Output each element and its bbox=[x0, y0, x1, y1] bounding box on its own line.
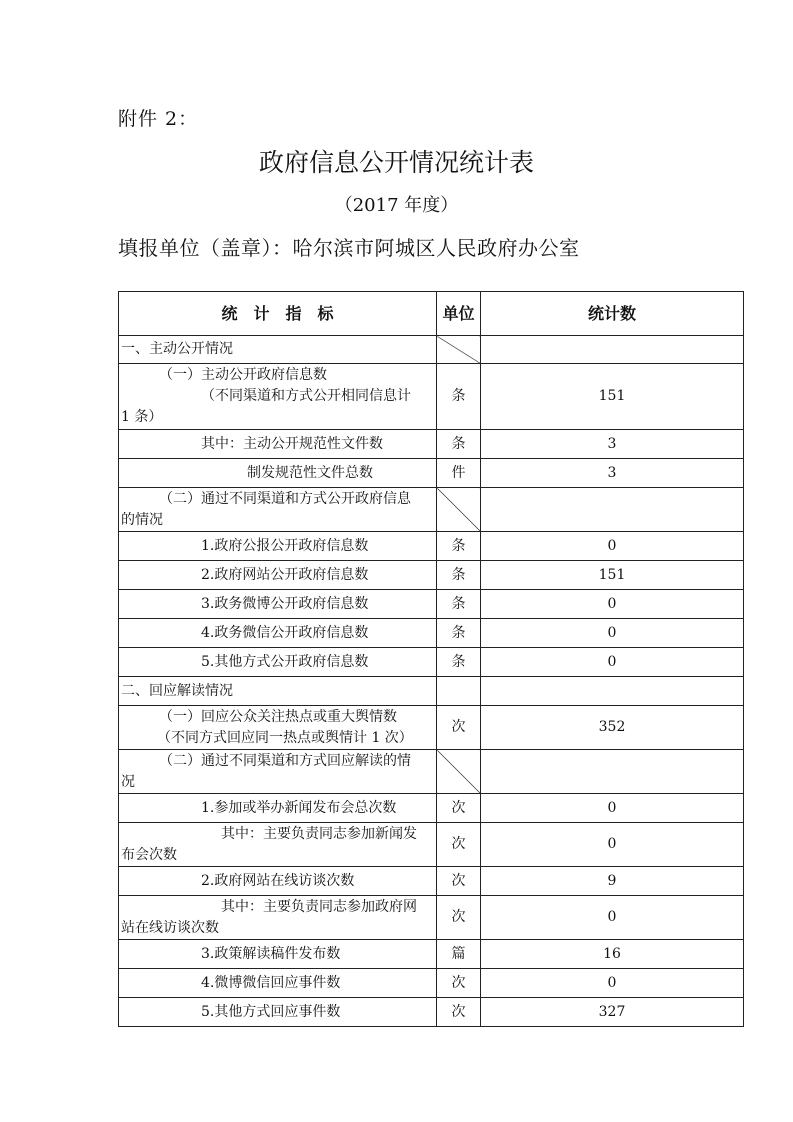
row-label-cell bbox=[119, 364, 437, 430]
filing-unit: 填报单位（盖章）：哈尔滨市阿城区人民政府办公室 bbox=[118, 236, 580, 260]
row-value: 0 bbox=[481, 896, 744, 940]
row-value bbox=[481, 677, 744, 706]
row-value: 0 bbox=[481, 823, 744, 867]
row-label: 5.其他方式公开政府信息数 bbox=[119, 648, 437, 677]
row-unit: 条 bbox=[437, 532, 481, 561]
row-label: 其中：主动公开规范性文件数 bbox=[119, 430, 437, 459]
row-unit: 条 bbox=[437, 364, 481, 430]
row-label-cell bbox=[119, 896, 437, 940]
row-value: 0 bbox=[481, 969, 744, 998]
row-unit bbox=[437, 677, 481, 706]
row-unit: 篇 bbox=[437, 940, 481, 969]
row-label-cell bbox=[119, 750, 437, 794]
row-label: 其中：主要负责同志参加新闻发 bbox=[221, 825, 417, 842]
table-row bbox=[119, 619, 744, 648]
table-row bbox=[119, 590, 744, 619]
row-value: 327 bbox=[481, 998, 744, 1027]
table-row bbox=[119, 750, 744, 794]
table-row bbox=[119, 532, 744, 561]
table-row bbox=[119, 561, 744, 590]
row-label: （一）主动公开政府信息数 bbox=[159, 367, 327, 383]
row-value: 9 bbox=[481, 867, 744, 896]
row-label: 4.微博微信回应事件数 bbox=[119, 969, 437, 998]
row-label: 制发规范性文件总数 bbox=[119, 459, 437, 488]
row-unit: 次 bbox=[437, 969, 481, 998]
year-label: （2017 年度） bbox=[334, 195, 459, 216]
table-row bbox=[119, 336, 744, 364]
row-value: 16 bbox=[481, 940, 744, 969]
header-indicator: 统 计 指 标 bbox=[119, 292, 437, 336]
row-value: 0 bbox=[481, 619, 744, 648]
row-label-line2: 的情况 bbox=[121, 511, 163, 528]
row-label: （一）回应公众关注热点或重大舆情数 bbox=[159, 708, 397, 725]
row-value: 3 bbox=[481, 430, 744, 459]
row-unit: 次 bbox=[437, 896, 481, 940]
row-unit: 件 bbox=[437, 459, 481, 488]
row-label: 1.参加或举办新闻发布会总次数 bbox=[119, 794, 437, 823]
row-label: 4.政务微信公开政府信息数 bbox=[119, 619, 437, 648]
empty-unit-cell bbox=[437, 750, 481, 794]
row-label: 5.其他方式回应事件数 bbox=[119, 998, 437, 1027]
table-row bbox=[119, 823, 744, 867]
table-row bbox=[119, 794, 744, 823]
header-unit: 单位 bbox=[437, 292, 481, 336]
row-unit: 条 bbox=[437, 648, 481, 677]
table-row bbox=[119, 648, 744, 677]
empty-unit-cell bbox=[437, 336, 481, 364]
header-value: 统计数 bbox=[481, 292, 744, 336]
table-row bbox=[119, 867, 744, 896]
row-label: 3.政策解读稿件发布数 bbox=[119, 940, 437, 969]
table-row bbox=[119, 896, 744, 940]
row-value bbox=[481, 488, 744, 532]
row-value: 151 bbox=[481, 561, 744, 590]
table-row bbox=[119, 677, 744, 706]
attachment-label: 附件 2： bbox=[118, 108, 199, 130]
table-row bbox=[119, 364, 744, 430]
row-unit: 次 bbox=[437, 706, 481, 750]
row-value bbox=[481, 336, 744, 364]
row-label-cell bbox=[119, 706, 437, 750]
table-row bbox=[119, 998, 744, 1027]
row-value: 0 bbox=[481, 794, 744, 823]
row-label: （二）通过不同渠道和方式回应解读的情 bbox=[159, 752, 411, 769]
row-label: 1.政府公报公开政府信息数 bbox=[119, 532, 437, 561]
row-label: 一、主动公开情况 bbox=[119, 336, 437, 364]
row-label-line2: 站在线访谈次数 bbox=[121, 919, 219, 936]
row-value: 0 bbox=[481, 590, 744, 619]
row-unit: 条 bbox=[437, 430, 481, 459]
row-label: （二）通过不同渠道和方式公开政府信息 bbox=[159, 490, 411, 507]
row-label-line2: 布会次数 bbox=[121, 846, 177, 863]
row-unit: 次 bbox=[437, 823, 481, 867]
table-row bbox=[119, 459, 744, 488]
row-label-cell bbox=[119, 488, 437, 532]
row-unit: 次 bbox=[437, 794, 481, 823]
row-unit: 次 bbox=[437, 867, 481, 896]
table-header-row bbox=[119, 292, 744, 336]
row-unit: 条 bbox=[437, 590, 481, 619]
row-label: 二、回应解读情况 bbox=[119, 677, 437, 706]
table-row bbox=[119, 706, 744, 750]
row-unit: 条 bbox=[437, 619, 481, 648]
row-label-cell bbox=[119, 823, 437, 867]
row-value: 352 bbox=[481, 706, 744, 750]
row-label: 其中：主要负责同志参加政府网 bbox=[221, 898, 417, 915]
page-title: 政府信息公开情况统计表 bbox=[258, 148, 534, 177]
statistics-table bbox=[118, 291, 744, 1027]
row-value: 0 bbox=[481, 648, 744, 677]
row-value: 3 bbox=[481, 459, 744, 488]
table-row bbox=[119, 969, 744, 998]
row-label-line2: （不同方式回应同一热点或舆情计 1 次） bbox=[157, 729, 413, 746]
row-label: 2.政府网站公开政府信息数 bbox=[119, 561, 437, 590]
table-row bbox=[119, 488, 744, 532]
row-label-line3: 1 条） bbox=[121, 409, 163, 425]
row-value: 0 bbox=[481, 532, 744, 561]
row-value: 151 bbox=[481, 364, 744, 430]
row-label-line2: 况 bbox=[121, 773, 135, 790]
row-unit: 条 bbox=[437, 561, 481, 590]
row-label-line2: （不同渠道和方式公开相同信息计 bbox=[201, 388, 411, 404]
row-unit: 次 bbox=[437, 998, 481, 1027]
row-label: 3.政务微博公开政府信息数 bbox=[119, 590, 437, 619]
table-row bbox=[119, 940, 744, 969]
row-value bbox=[481, 750, 744, 794]
table-row bbox=[119, 430, 744, 459]
row-label: 2.政府网站在线访谈次数 bbox=[119, 867, 437, 896]
empty-unit-cell bbox=[437, 488, 481, 532]
